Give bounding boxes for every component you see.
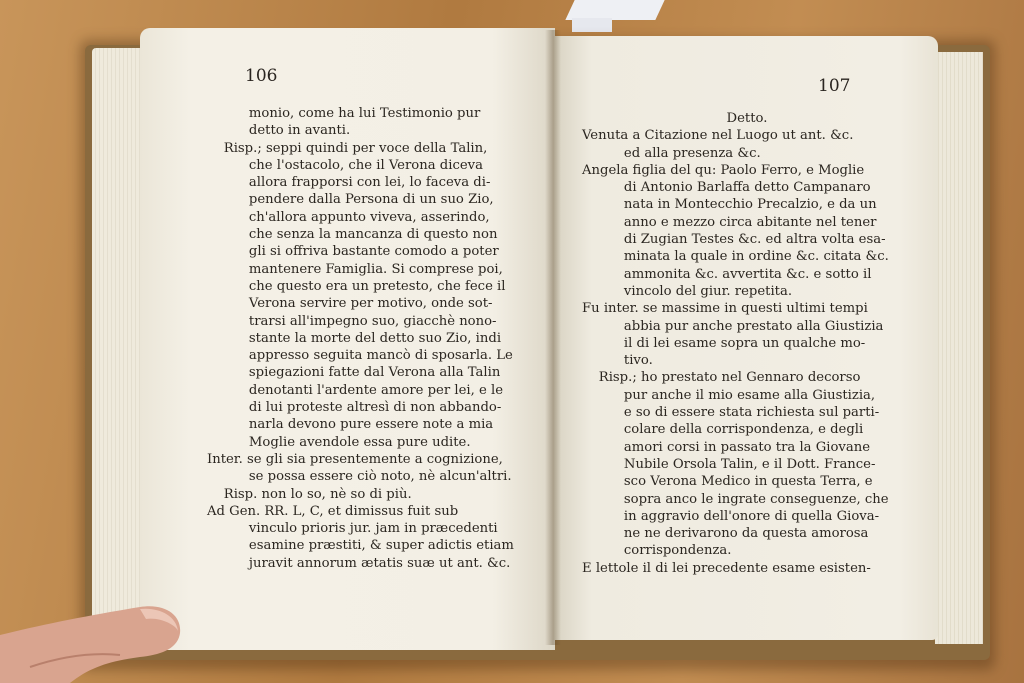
text-line: trarsi all'impegno suo, giacchè nono- — [207, 313, 497, 329]
text-line: Risp. non lo so, nè so di più. — [207, 486, 412, 502]
text-line: esamine præstiti, & super adictis etiam — [207, 538, 514, 554]
text-line: e so di essere stata richiesta sul parti- — [582, 405, 880, 421]
hand-holding-book — [0, 597, 185, 683]
text-line: Ad Gen. RR. L, C, et dimissus fuit sub — [207, 503, 459, 519]
text-line: pendere dalla Persona di un suo Zio, — [207, 192, 494, 208]
left-page-number: 106 — [245, 66, 278, 86]
text-line: minata la quale in ordine &c. citata &c. — [582, 249, 889, 265]
text-line: pur anche il mio esame alla Giustizia, — [582, 387, 876, 403]
text-line: ne ne derivarono da questa amorosa — [582, 526, 869, 542]
text-line: juravit annorum ætatis suæ ut ant. &c. — [207, 555, 511, 571]
paper-scrap — [565, 0, 664, 20]
text-line: ammonita &c. avvertita &c. e sotto il — [582, 266, 872, 282]
text-line: denotanti l'ardente amore per lei, e le — [207, 382, 503, 398]
text-line: gli si offriva bastante comodo a poter — [207, 244, 499, 260]
text-line: Nubile Orsola Talin, e il Dott. France- — [582, 456, 876, 472]
text-line: Risp.; ho prestato nel Gennaro decorso — [582, 370, 861, 386]
text-line: che questo era un pretesto, che fece il — [207, 278, 506, 294]
text-line: che l'ostacolo, che il Verona diceva — [207, 157, 483, 173]
right-page-heading: Detto. — [726, 111, 768, 126]
text-line: colare della corrispondenza, e degli — [582, 422, 864, 438]
text-line: il di lei esame sopra un qualche mo- — [582, 335, 866, 351]
text-line: vinculo prioris jur. jam in præcedenti — [207, 521, 498, 537]
text-line: vincolo del giur. repetita. — [582, 283, 793, 299]
text-line: anno e mezzo circa abitante nel tener — [582, 214, 877, 230]
page-edges-right — [935, 52, 983, 644]
text-line: che senza la mancanza di questo non — [207, 227, 498, 243]
text-line: di Antonio Barlaffa detto Campanaro — [582, 180, 871, 196]
text-line: amori corsi in passato tra la Giovane — [582, 439, 871, 455]
text-line: sco Verona Medico in questa Terra, e — [582, 474, 873, 490]
text-line: Angela figlia del qu: Paolo Ferro, e Moglie — [582, 162, 865, 178]
text-line: Inter. se gli sia presentemente a cognizione, — [207, 451, 503, 467]
text-line: Moglie avendole essa pure udite. — [207, 434, 471, 450]
text-line: in aggravio dell'onore di quella Giova- — [582, 508, 880, 524]
text-line: ed alla presenza &c. — [582, 145, 761, 161]
text-line: Risp.; seppi quindi per voce della Talin, — [207, 140, 488, 156]
left-page-text — [207, 105, 537, 572]
text-line: allora frapporsi con lei, lo faceva di- — [207, 175, 491, 191]
right-page-number: 107 — [818, 76, 851, 96]
text-line: Venuta a Citazione nel Luogo ut ant. &c. — [582, 128, 854, 144]
text-line: abbia pur anche prestato alla Giustizia — [582, 318, 884, 334]
right-page-text — [582, 110, 912, 577]
text-line: stante la morte del detto suo Zio, indi — [207, 330, 502, 346]
text-line: di Zugian Testes &c. ed altra volta esa- — [582, 232, 886, 248]
text-line: ch'allora appunto viveva, asserindo, — [207, 209, 490, 225]
text-line: sopra anco le ingrate conseguenze, che — [582, 491, 889, 507]
text-line: narla devono pure essere note a mia — [207, 417, 494, 433]
text-line: corrispondenza. — [582, 543, 732, 559]
text-line: monio, come ha lui Testimonio pur — [207, 106, 481, 121]
text-line: tivo. — [582, 353, 653, 369]
text-line: Verona servire per motivo, onde sot- — [207, 296, 493, 312]
book-gutter — [545, 30, 561, 645]
text-line: nata in Montecchio Precalzio, e da un — [582, 197, 877, 213]
text-line: E lettole il di lei precedente esame esisten- — [582, 560, 871, 576]
right-page-lines — [582, 127, 912, 577]
text-line: spiegazioni fatte dal Verona alla Talin — [207, 365, 501, 381]
text-line: di lui proteste altresì di non abbando- — [207, 400, 502, 416]
text-line: detto in avanti. — [207, 123, 351, 139]
text-line: mantenere Famiglia. Si comprese poi, — [207, 261, 503, 277]
paper-scrap-corner — [572, 18, 612, 32]
text-line: appresso seguita mancò di sposarla. Le — [207, 348, 513, 364]
text-line: se possa essere ciò noto, nè alcun'altri. — [207, 469, 512, 485]
text-line: Fu inter. se massime in questi ultimi tempi — [582, 301, 868, 317]
